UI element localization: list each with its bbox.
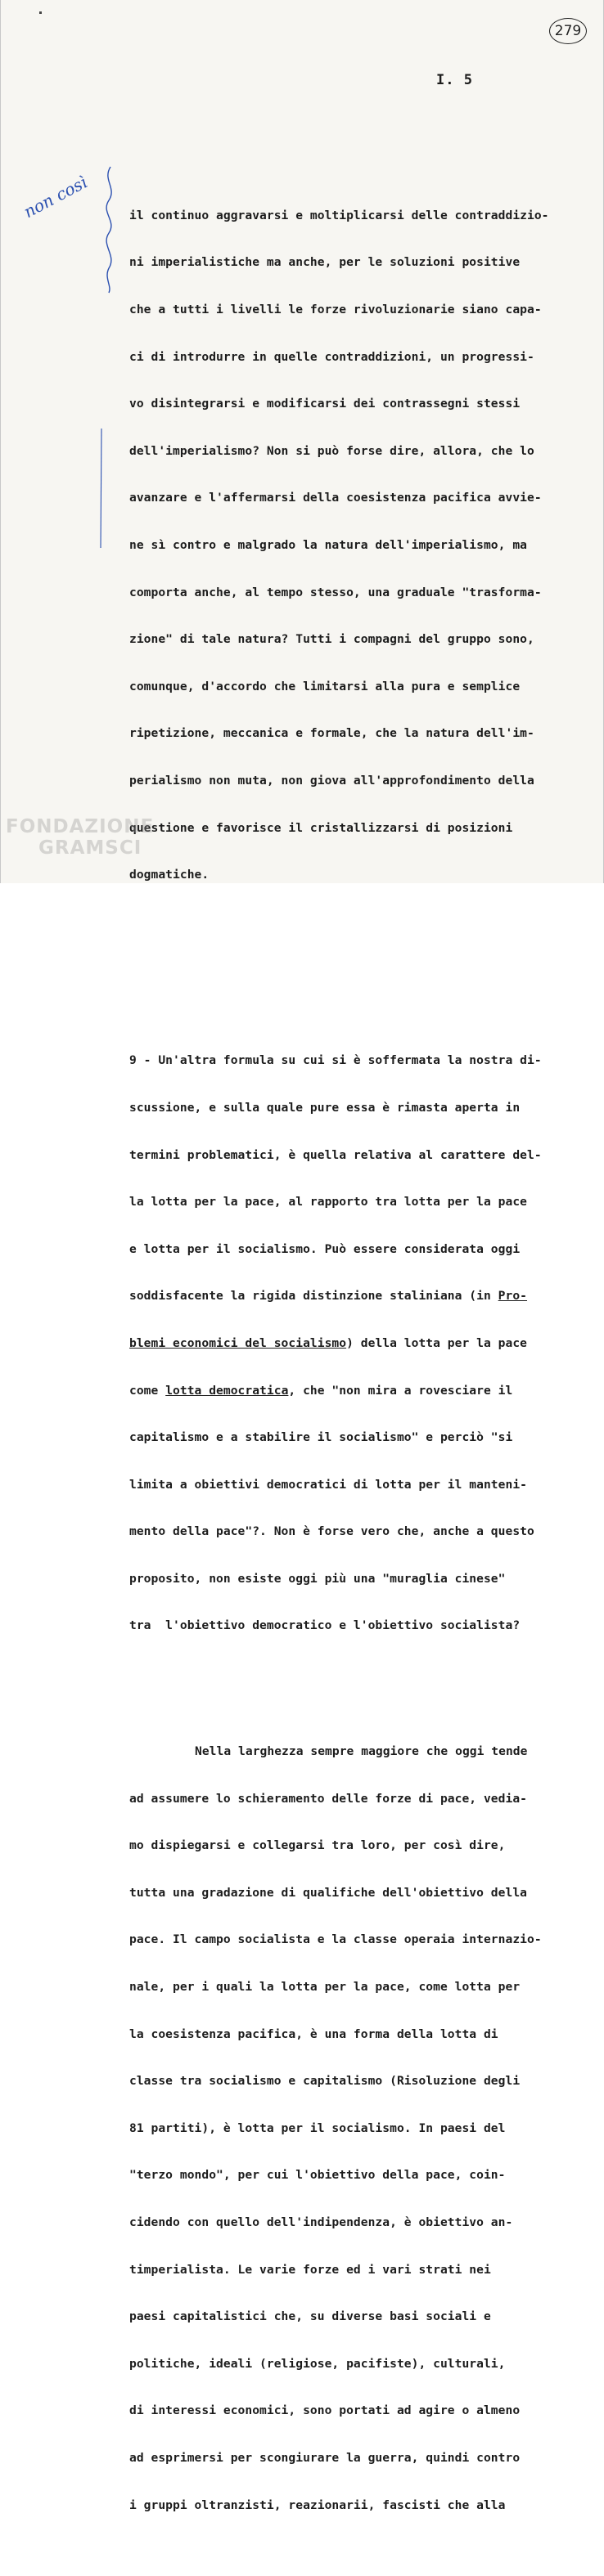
paragraph-3 xyxy=(129,1712,588,2545)
text-line: avanzare e l'affermarsi della coesistenza pacifica avvie- xyxy=(129,491,542,505)
text-line: paesi capitalistici che, su diverse basi sociali e xyxy=(129,2309,491,2324)
text-line: tra l'obiettivo democratico e l'obiettivo socialista? xyxy=(129,1618,521,1633)
text-line: tutta una gradazione di qualifiche dell'obiettivo della xyxy=(129,1885,527,1900)
text-line: comunque, d'accordo che limitarsi alla pura e semplice xyxy=(129,679,521,693)
text-line: ad esprimersi per scongiurare la guerra, quindi contro xyxy=(129,2450,521,2465)
text-line: i gruppi oltranzisti, reazionarii, fascisti che alla xyxy=(129,2497,506,2512)
text-line: dell'imperialismo? Non si può forse dire, allora, che lo xyxy=(129,443,534,458)
text-line: 81 partiti), è lotta per il socialismo. In paesi del xyxy=(129,2120,506,2135)
text-line: pace. Il campo socialista e la classe operaia internazio- xyxy=(129,1932,542,1947)
text-line: ad assumere lo schieramento delle forze di pace, vedia- xyxy=(129,1791,527,1806)
text-line-indented: Nella larghezza sempre maggiore che oggi tende xyxy=(195,1744,528,1759)
text-line: capitalismo e a stabilire il socialismo" e perciò "si xyxy=(129,1430,513,1445)
underlined-phrase: lotta democratica xyxy=(165,1383,289,1398)
underlined-title: blemi economici del socialismo xyxy=(129,1335,347,1350)
text-line: questione e favorisce il cristallizzarsi di posizioni xyxy=(129,820,513,835)
typewritten-body xyxy=(129,145,588,2576)
text-line: classe tra socialismo e capitalismo (Risoluzione degli xyxy=(129,2074,521,2089)
underlined-title-start: Pro- xyxy=(498,1289,528,1304)
text-line: che a tutti i livelli le forze rivoluzionarie siano capa- xyxy=(129,303,542,316)
archive-watermark xyxy=(6,816,154,859)
text-line: ne sì contro e malgrado la natura dell'imperialismo, ma xyxy=(129,537,527,552)
text-line: vo disintegrarsi e modificarsi dei contrassegni stessi xyxy=(129,397,521,411)
text-segment: ) della lotta per la pace xyxy=(346,1335,527,1350)
text-line: la lotta per la pace, al rapporto tra lotta per la pace xyxy=(129,1195,527,1209)
text-line xyxy=(129,1335,588,1351)
paragraph-1 xyxy=(129,176,588,913)
text-line xyxy=(129,1383,588,1398)
text-line: la coesistenza pacifica, è una forma della lotta di xyxy=(129,2026,498,2041)
text-line: scussione, e sulla quale pure essa è rimasta aperta in xyxy=(129,1100,521,1115)
watermark-line-2: GRAMSCI xyxy=(38,837,142,859)
text-line: ripetizione, meccanica e formale, che la natura dell'im- xyxy=(129,726,534,741)
text-segment: come xyxy=(129,1383,166,1398)
text-line: termini problematici, è quella relativa al carattere del- xyxy=(129,1147,542,1162)
margin-vertical-line xyxy=(97,427,106,550)
folio-number-stamp: 279 xyxy=(549,18,587,44)
text-line: dogmatiche. xyxy=(129,868,210,882)
text-line: timperialista. Le varie forze ed i vari strati nei xyxy=(129,2262,491,2277)
corner-dot xyxy=(39,11,42,14)
text-line: ni imperialistiche ma anche, per le soluzioni positive xyxy=(129,255,521,270)
margin-handwritten-note: non così xyxy=(20,172,91,222)
text-line: perialismo non muta, non giova all'approfondimento della xyxy=(129,773,534,788)
text-line: mo dispiegarsi e collegarsi tra loro, per così dire, xyxy=(129,1838,506,1853)
watermark-line-1: FONDAZIONE xyxy=(6,816,155,837)
text-segment: , che "non mira a rovesciare il xyxy=(288,1383,513,1398)
text-line: mento della pace"?. Non è forse vero che, anche a questo xyxy=(129,1524,534,1539)
text-line: e lotta per il socialismo. Può essere considerata oggi xyxy=(129,1241,521,1256)
text-line: politiche, ideali (religiose, pacifiste), culturali, xyxy=(129,2356,506,2371)
text-line: limita a obiettivi democratici di lotta per il manteni- xyxy=(129,1477,527,1492)
text-line: il continuo aggravarsi e moltiplicarsi delle contraddizio- xyxy=(129,208,549,222)
paragraph-gap xyxy=(129,961,588,974)
text-line: proposito, non esiste oggi più una "muraglia cinese" xyxy=(129,1571,506,1586)
text-line: di interessi economici, sono portati ad agire o almeno xyxy=(129,2403,521,2418)
text-line: comporta anche, al tempo stesso, una graduale "trasforma- xyxy=(129,585,542,599)
text-line: nale, per i quali la lotta per la pace, come lotta per xyxy=(129,1980,521,1995)
margin-brace-mark xyxy=(99,164,124,294)
paragraph-2 xyxy=(129,1021,588,1665)
text-line: ci di introdurre in quelle contraddizioni, un progressi- xyxy=(129,349,534,364)
text-line: zione" di tale natura? Tutti i compagni del gruppo sono, xyxy=(129,632,534,647)
text-line: cidendo con quello dell'indipendenza, è obiettivo an- xyxy=(129,2215,513,2230)
text-line xyxy=(129,1288,588,1304)
page-label: I. 5 xyxy=(436,72,473,88)
text-segment: soddisfacente la rigida distinzione staliniana (in xyxy=(129,1289,498,1304)
text-line: "terzo mondo", per cui l'obiettivo della pace, coin- xyxy=(129,2168,506,2183)
text-line: 9 - Un'altra formula su cui si è soffermata la nostra di- xyxy=(129,1053,542,1068)
